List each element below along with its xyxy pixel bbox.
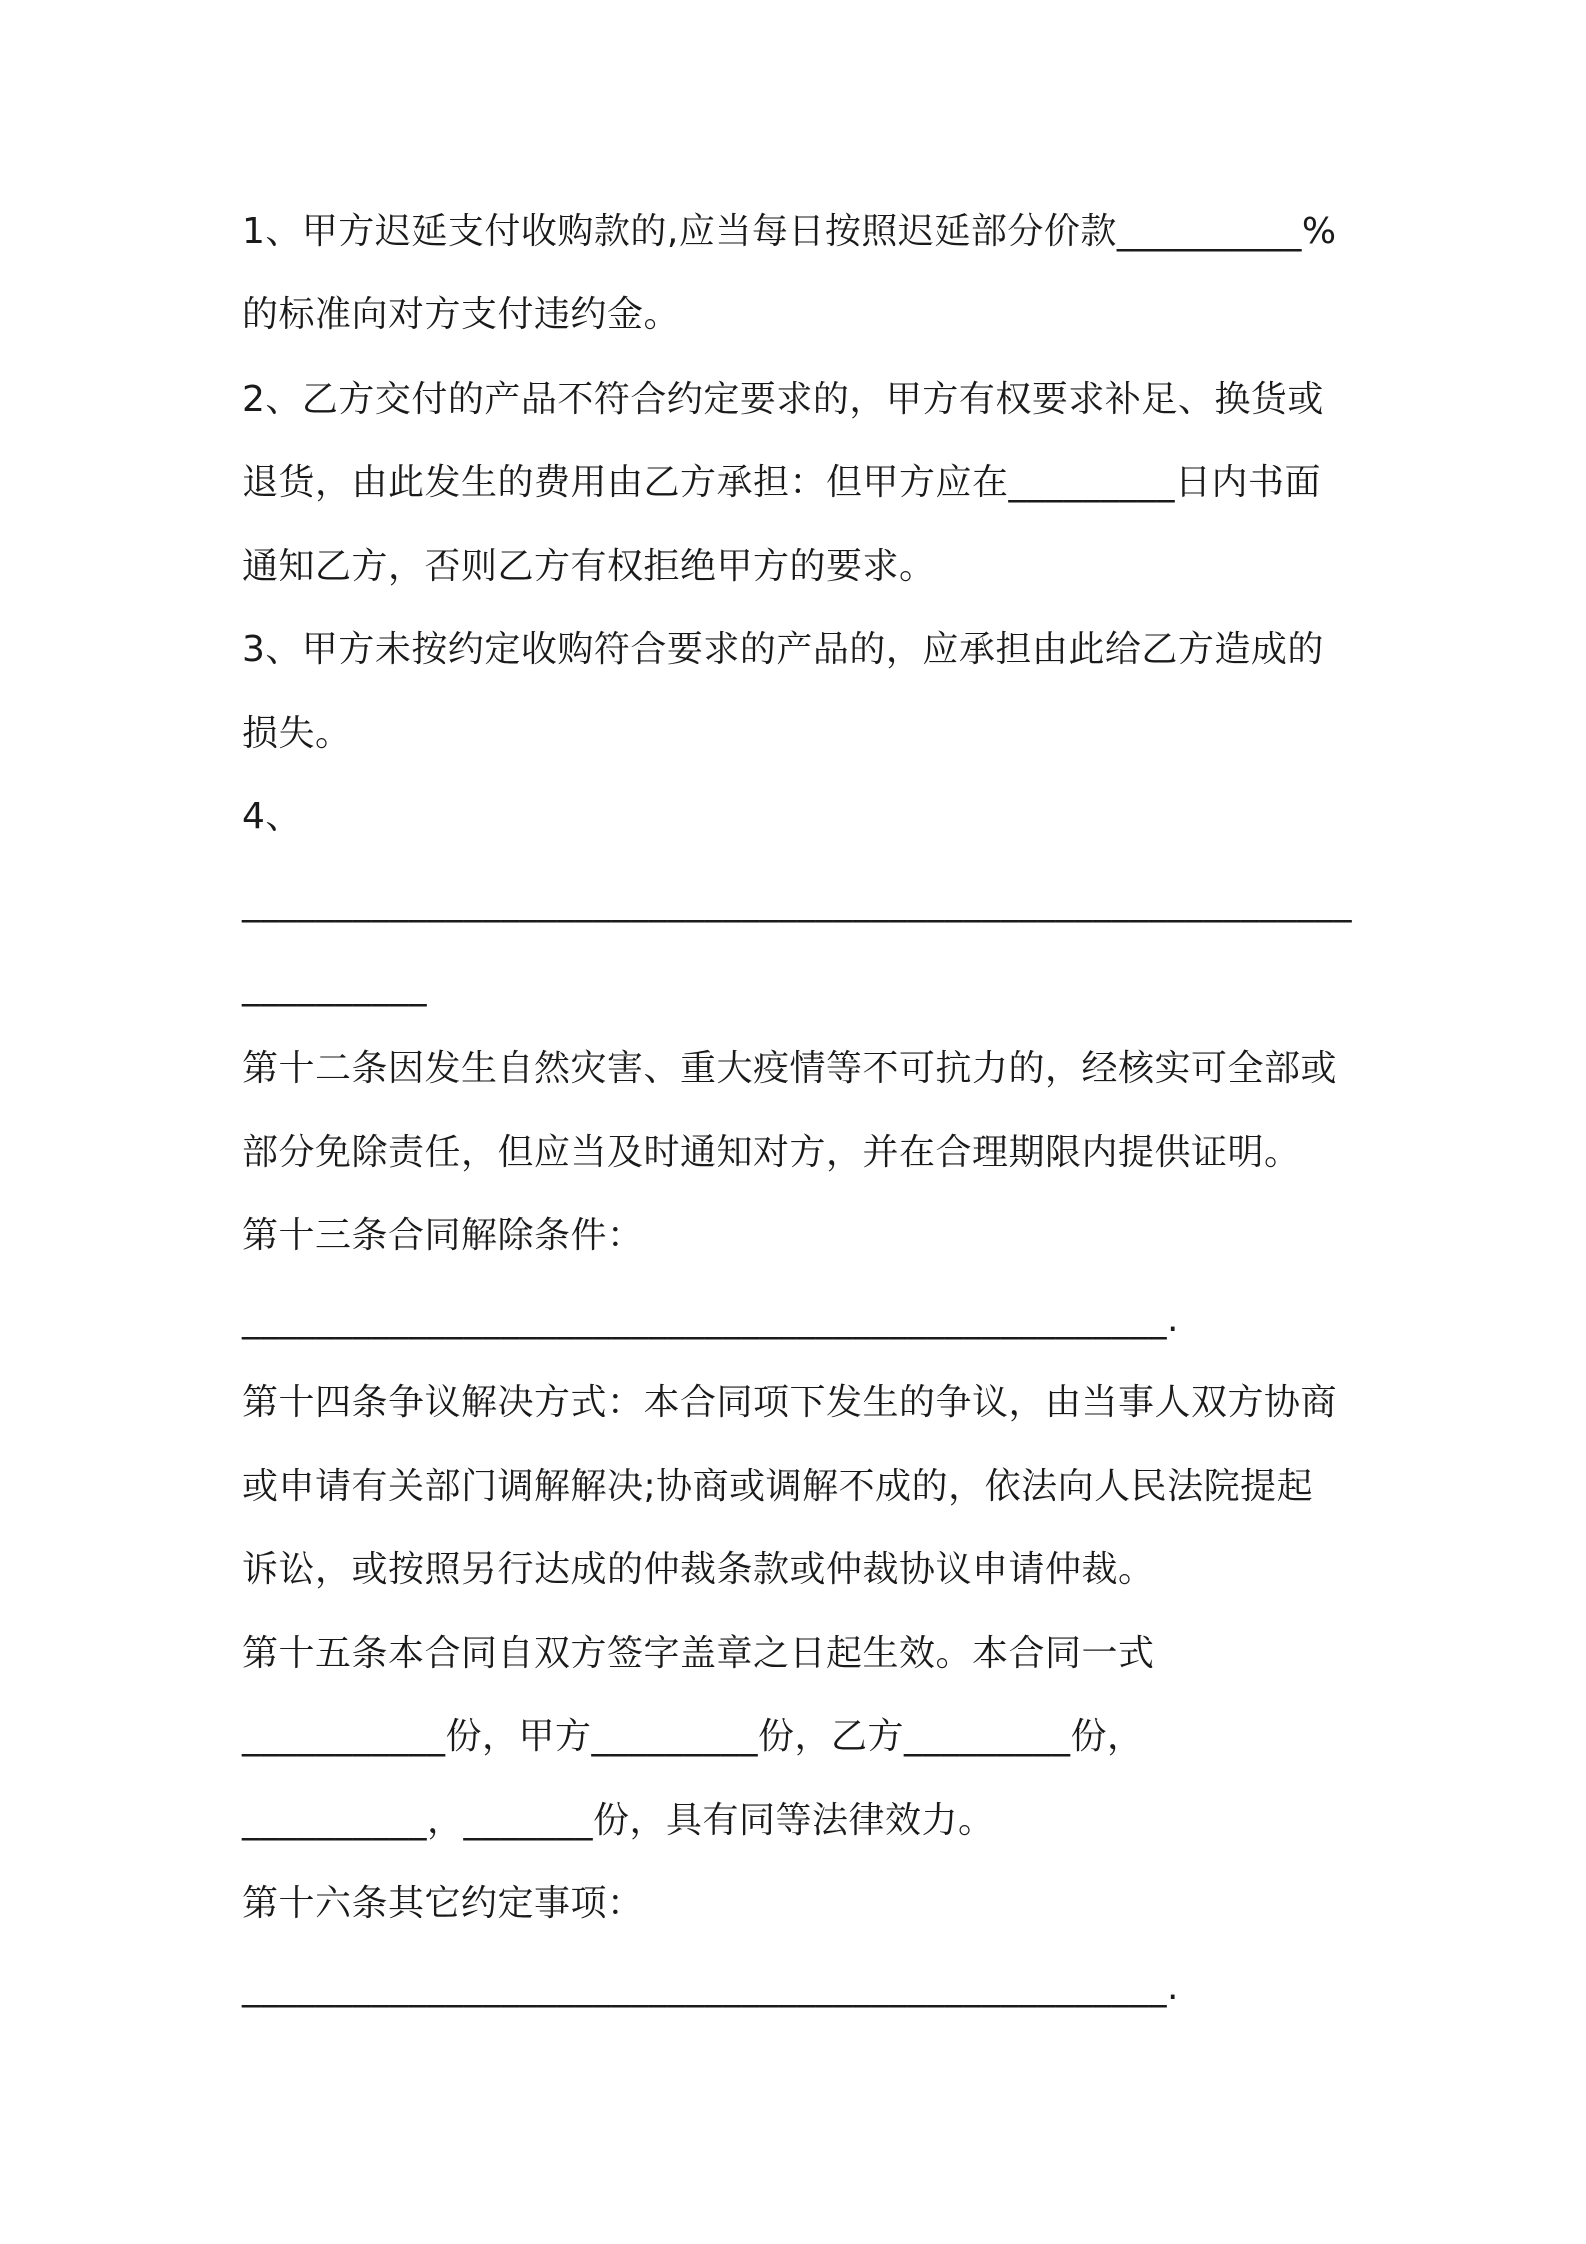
- clause-15-line-1: 第十五条本合同自双方签字盖章之日起生效。本合同一式: [242, 1633, 1155, 1674]
- clause-11-item-4-blank-line-1: ____________________________________________________________: [242, 882, 1352, 923]
- clause-13-blank-line: __________________________________________________.: [242, 1299, 1179, 1340]
- clause-11-item-1-line-1: 1、甲方迟延支付收购款的,应当每日按照迟延部分价款__________%: [242, 211, 1337, 252]
- clause-11-item-4-blank-line-2: __________: [242, 966, 427, 1007]
- clause-13-title: 第十三条合同解除条件：: [242, 1215, 644, 1256]
- clause-16-title: 第十六条其它约定事项：: [242, 1883, 644, 1924]
- clause-15-line-3: __________，_______份，具有同等法律效力。: [242, 1800, 995, 1841]
- clause-15-line-2: ___________份，甲方_________份，乙方_________份，: [242, 1716, 1144, 1757]
- clause-11-item-1-line-2: 的标准向对方支付违约金。: [242, 294, 681, 335]
- clause-11-item-3-line-2: 损失。: [242, 713, 352, 754]
- clause-16-blank-line: __________________________________________________.: [242, 1967, 1179, 2008]
- clause-14-line-1: 第十四条争议解决方式：本合同项下发生的争议，由当事人双方协商: [242, 1382, 1338, 1423]
- clause-11-item-2-line-3: 通知乙方，否则乙方有权拒绝甲方的要求。: [242, 546, 936, 587]
- clause-11-item-2-line-2: 退货，由此发生的费用由乙方承担：但甲方应在_________日内书面: [242, 462, 1322, 503]
- clause-14-line-3: 诉讼，或按照另行达成的仲裁条款或仲裁协议申请仲裁。: [242, 1549, 1155, 1590]
- clause-12-line-1: 第十二条因发生自然灾害、重大疫情等不可抗力的，经核实可全部或: [242, 1048, 1338, 1089]
- clause-14-line-2: 或申请有关部门调解解决;协商或调解不成的，依法向人民法院提起: [242, 1466, 1314, 1507]
- clause-11-item-2-line-1: 2、乙方交付的产品不符合约定要求的，甲方有权要求补足、换货或: [242, 379, 1324, 420]
- clause-12-line-2: 部分免除责任，但应当及时通知对方，并在合理期限内提供证明。: [242, 1132, 1301, 1173]
- clause-11-item-4-label: 4、: [242, 796, 302, 837]
- clause-11-item-3-line-1: 3、甲方未按约定收购符合要求的产品的，应承担由此给乙方造成的: [242, 629, 1324, 670]
